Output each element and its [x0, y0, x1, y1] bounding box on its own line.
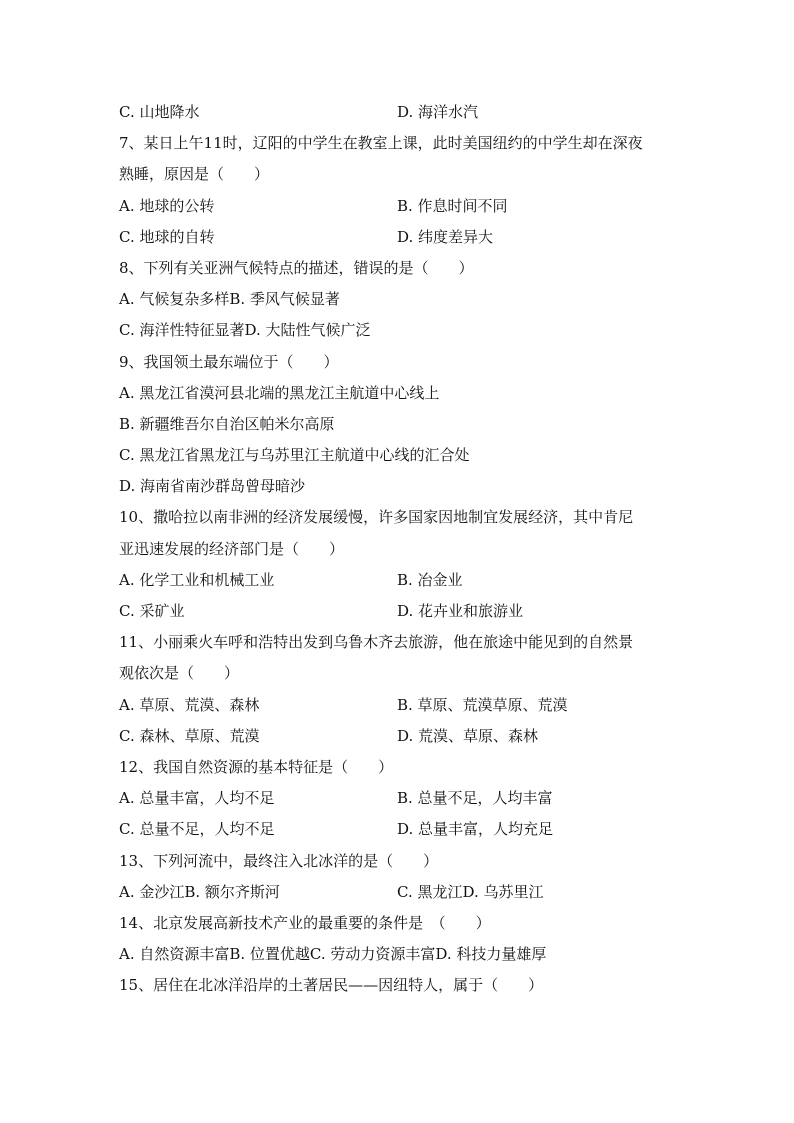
option-a: A. 总量丰富，人均不足 [119, 789, 275, 808]
option-d: D. 荒漠、草原、森林 [397, 726, 539, 745]
option-a: A. 黑龙江省漠河县北端的黑龙江主航道中心线上 [119, 383, 440, 402]
option-b: B. 冶金业 [397, 570, 463, 589]
options-row [119, 596, 679, 627]
exam-content [119, 97, 679, 1001]
options-row [119, 191, 679, 222]
question-15-text: 15、居住在北冰洋沿岸的土著居民——因纽特人，属于（ ） [119, 976, 544, 995]
option-d: D. 总量丰富，人均充足 [397, 820, 554, 839]
question-14-options: A. 自然资源丰富B. 位置优越C. 劳动力资源丰富D. 科技力量雄厚 [119, 945, 547, 964]
options-row [119, 814, 679, 845]
option-b: B. 新疆维吾尔自治区帕米尔高原 [119, 414, 335, 433]
options-row [119, 877, 679, 908]
question-10-text-cont: 亚迅速发展的经济部门是（ ） [119, 539, 345, 558]
question-9-text: 9、我国领土最东端位于（ ） [119, 352, 339, 371]
option-c: C. 森林、草原、荒漠 [119, 726, 260, 745]
options-row [119, 97, 679, 128]
options-row [119, 565, 679, 596]
question-11-text: 11、小丽乘火车呼和浩特出发到乌鲁木齐去旅游，他在旅途中能见到的自然景 [119, 633, 634, 652]
option-b: B. 草原、荒漠草原、荒漠 [397, 695, 568, 714]
option-b: B. 作息时间不同 [397, 196, 508, 215]
question-10-text: 10、撒哈拉以南非洲的经济发展缓慢，许多国家因地制宜发展经济，其中肯尼 [119, 508, 634, 527]
question-8-text: 8、下列有关亚洲气候特点的描述，错误的是（ ） [119, 258, 474, 277]
option-a: A. 化学工业和机械工业 [119, 570, 275, 589]
question-13-text: 13、下列河流中，最终注入北冰洋的是（ ） [119, 851, 439, 870]
question-8-options-cd: C. 海洋性特征显著D. 大陆性气候广泛 [119, 321, 371, 340]
options-ab: A. 金沙江B. 额尔齐斯河 [119, 882, 280, 901]
options-row [119, 783, 679, 814]
option-a: A. 草原、荒漠、森林 [119, 695, 260, 714]
question-7-text-cont: 熟睡，原因是（ ） [119, 165, 270, 184]
options-row [119, 222, 679, 253]
options-cd: C. 黑龙江D. 乌苏里江 [397, 882, 544, 901]
options-row [119, 690, 679, 721]
options-row [119, 721, 679, 752]
option-a: A. 地球的公转 [119, 196, 215, 215]
option-c: C. 黑龙江省黑龙江与乌苏里江主航道中心线的汇合处 [119, 446, 470, 465]
option-c: C. 总量不足，人均不足 [119, 820, 275, 839]
option-c: C. 山地降水 [119, 103, 200, 121]
question-7-text: 7、某日上午11时，辽阳的中学生在教室上课，此时美国纽约的中学生却在深夜 [119, 134, 643, 153]
question-11-text-cont: 观依次是（ ） [119, 664, 240, 683]
question-14-text: 14、北京发展高新技术产业的最重要的条件是 （ ） [119, 913, 491, 932]
option-c: C. 采矿业 [119, 602, 185, 620]
option-d: D. 纬度差异大 [397, 227, 494, 246]
question-12-text: 12、我国自然资源的基本特征是（ ） [119, 757, 394, 776]
option-c: C. 地球的自转 [119, 227, 215, 246]
option-d: D. 花卉业和旅游业 [397, 602, 524, 620]
question-8-options-ab: A. 气候复杂多样B. 季风气候显著 [119, 290, 340, 309]
option-d: D. 海洋水汽 [397, 103, 479, 121]
option-b: B. 总量不足，人均丰富 [397, 789, 553, 808]
option-d: D. 海南省南沙群岛曾母暗沙 [119, 477, 306, 496]
